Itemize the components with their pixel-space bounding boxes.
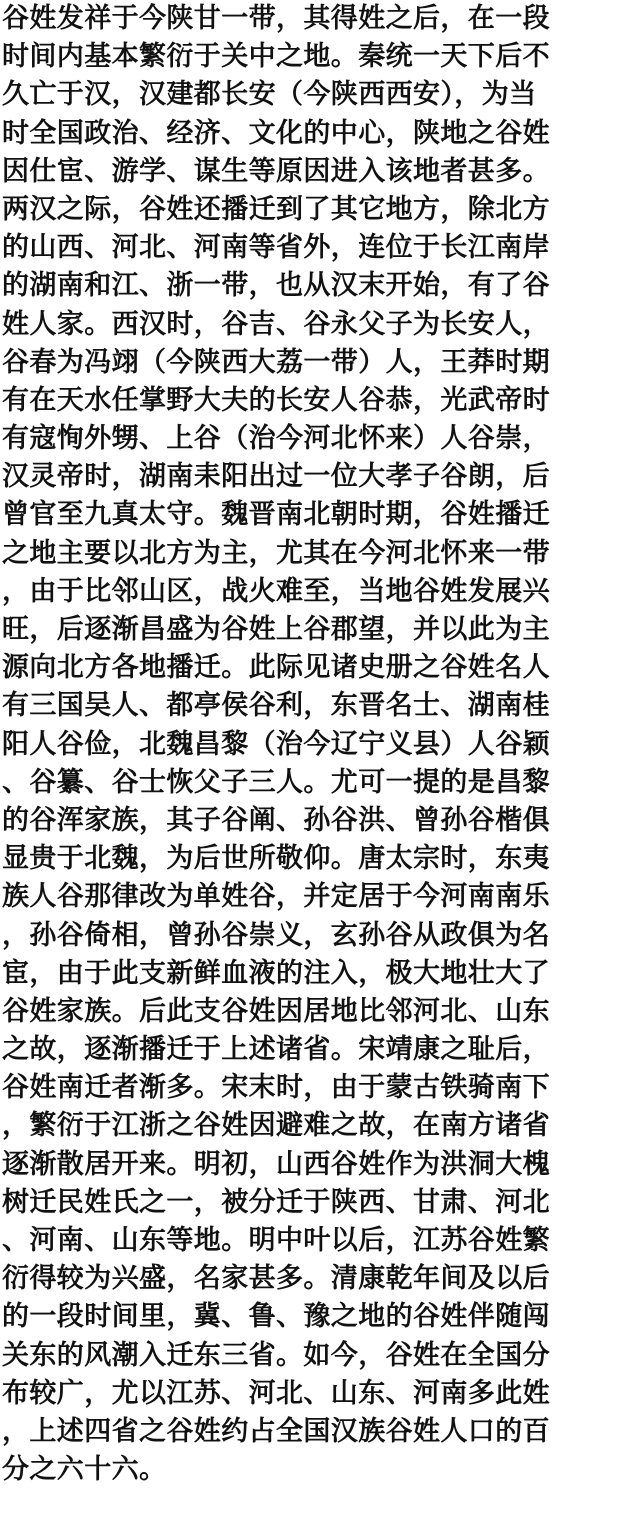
text-line: 布较广，尤以江苏、河北、山东、河南多此姓 xyxy=(2,1377,550,1409)
text-line: ，由于比邻山区，战火难至，当地谷姓发展兴 xyxy=(2,575,550,607)
text-line: 时间内基本繁衍于关中之地。秦统一天下后不 xyxy=(2,41,550,73)
text-line: 宦，由于此支新鲜血液的注入，极大地壮大了 xyxy=(2,957,550,989)
text-line: 的湖南和江、浙一带，也从汉末开始，有了谷 xyxy=(2,270,550,302)
text-line: 旺，后逐渐昌盛为谷姓上谷郡望，并以此为主 xyxy=(2,614,550,645)
text-line: 姓人家。西汉时，谷吉、谷永父子为长安人， xyxy=(2,308,550,340)
text-line: 树迁民姓氏之一，被分迁于陕西、甘肃、河北 xyxy=(2,1186,550,1218)
text-line: 的一段时间里，冀、鲁、豫之地的谷姓伴随闯 xyxy=(2,1301,550,1333)
text-line: 、谷纂、谷士恢父子三人。尤可一提的是昌黎 xyxy=(2,766,550,798)
text-line: 因仕宦、游学、谋生等原因进入该地者甚多。 xyxy=(2,155,550,187)
text-line: 显贵于北魏，为后世所敬仰。唐太宗时，东夷 xyxy=(2,843,550,875)
text-line: 谷姓南迁者渐多。宋末时，由于蒙古铁骑南下 xyxy=(2,1072,550,1104)
text-line: 的山西、河北、河南等省外，连位于长江南岸 xyxy=(2,232,550,264)
text-line: 曾官至九真太守。魏晋南北朝时期，谷姓播迁 xyxy=(2,499,550,531)
text-line: 汉灵帝时，湖南耒阳出过一位大孝子谷朗，后 xyxy=(2,461,550,493)
text-line: 族人谷那律改为单姓谷，并定居于今河南南乐 xyxy=(2,881,550,913)
text-line: 之地主要以北方为主，尤其在今河北怀来一带 xyxy=(2,537,550,569)
text-line: ，繁衍于江浙之谷姓因避难之故，在南方诸省 xyxy=(2,1110,550,1142)
text-line: 衍得较为兴盛，名家甚多。清康乾年间及以后 xyxy=(2,1263,550,1295)
text-line: 两汉之际，谷姓还播迁到了其它地方，除北方 xyxy=(2,193,550,225)
text-line: 时全国政治、经济、文化的中心，陕地之谷姓 xyxy=(2,117,550,149)
text-line: 阳人谷俭，北魏昌黎（治今辽宁义县）人谷颖 xyxy=(2,728,550,760)
text-line: 有在天水任掌野大夫的长安人谷恭，光武帝时 xyxy=(2,384,550,416)
text-line: 分之六十六。 xyxy=(2,1454,167,1486)
text-line: 有寇恂外甥、上谷（治今河北怀来）人谷崇， xyxy=(2,423,550,455)
text-line: 谷姓家族。后此支谷姓因居地比邻河北、山东 xyxy=(2,995,550,1027)
text-line: ，孙谷倚相，曾孙谷崇义，玄孙谷从政俱为名 xyxy=(2,919,550,951)
text-line: 之故，逐渐播迁于上述诸省。宋靖康之耻后， xyxy=(2,1034,550,1066)
text-line: 谷姓发祥于今陕甘一带，其得姓之后，在一段 xyxy=(2,3,550,34)
article-text xyxy=(2,0,638,1489)
text-line: 谷春为冯翊（今陕西大荔一带）人，王莽时期 xyxy=(2,346,550,378)
text-line: 有三国吴人、都亭侯谷利，东晋名士、湖南桂 xyxy=(2,690,550,722)
text-line: 逐渐散居开来。明初，山西谷姓作为洪洞大槐 xyxy=(2,1148,550,1180)
text-line: 久亡于汉，汉建都长安（今陕西西安），为当 xyxy=(2,79,537,111)
text-line: 关东的风潮入迁东三省。如今，谷姓在全国分 xyxy=(2,1339,550,1371)
text-line: 的谷浑家族，其子谷阐、孙谷洪、曾孙谷楷俱 xyxy=(2,804,550,836)
text-line: 、河南、山东等地。明中叶以后，江苏谷姓繁 xyxy=(2,1225,550,1256)
text-line: 源向北方各地播迁。此际见诸史册之谷姓名人 xyxy=(2,652,550,684)
text-line: ，上述四省之谷姓约占全国汉族谷姓人口的百 xyxy=(2,1415,550,1447)
